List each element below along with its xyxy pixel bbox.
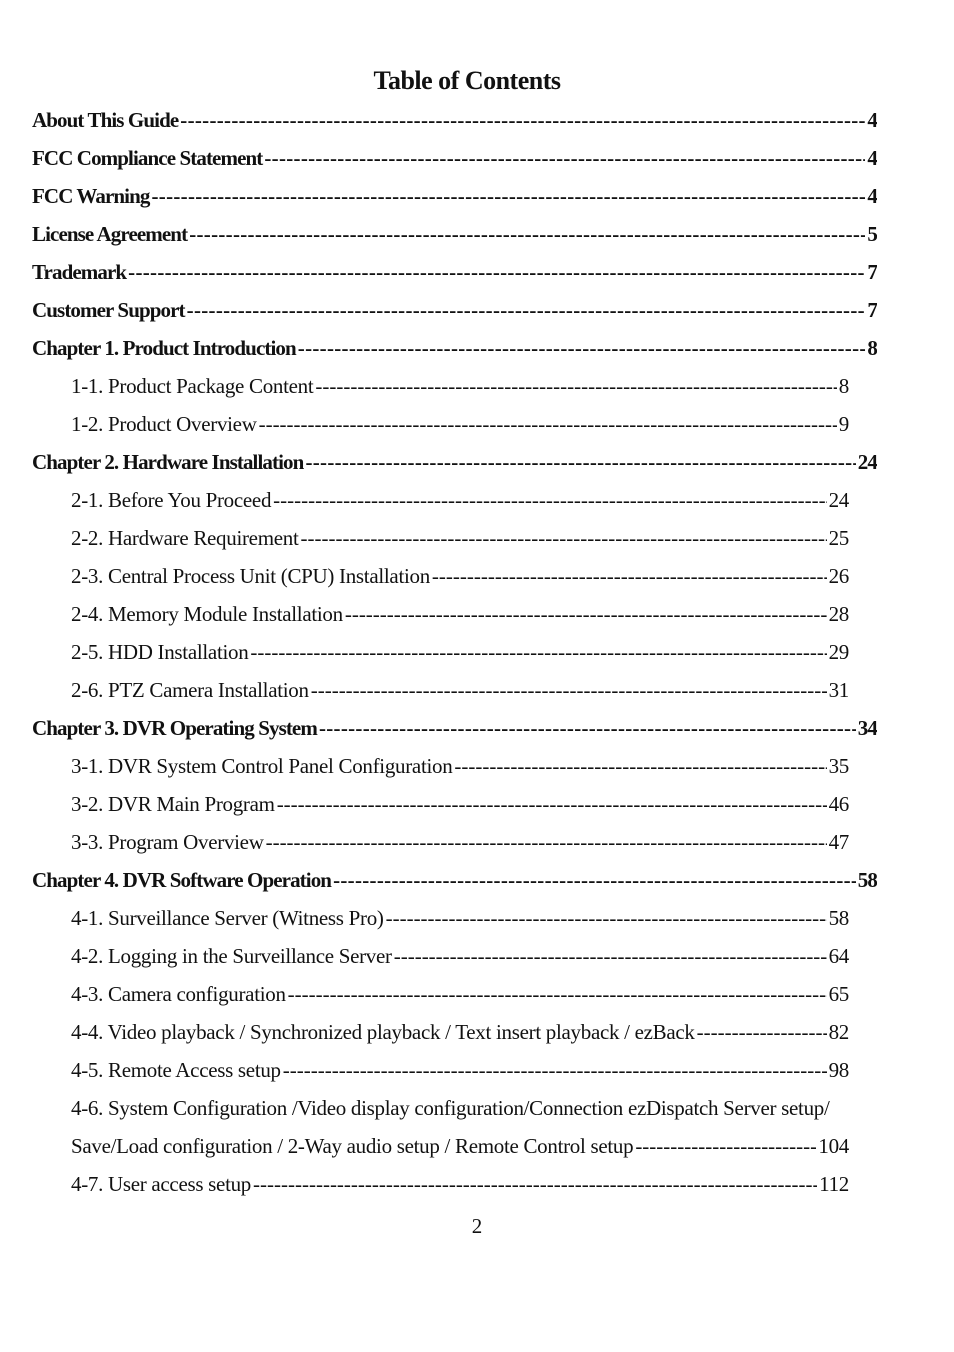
dot-leader	[315, 374, 836, 399]
toc-entry-trademark	[32, 260, 877, 290]
toc-entry-label: About This Guide	[32, 108, 179, 132]
dot-leader	[259, 412, 837, 437]
toc-entry-page: 82	[828, 1020, 849, 1044]
toc-entry-2-3	[71, 564, 849, 594]
toc-entry-page: 26	[828, 564, 849, 588]
toc-entry-3-2	[71, 792, 849, 822]
toc-entry-label: 2-1. Before You Proceed	[71, 488, 272, 512]
page-number: 2	[471, 1214, 483, 1238]
toc-entry-label: Chapter 1. Product Introduction	[32, 336, 296, 360]
toc-entry-2-2	[71, 526, 849, 556]
dot-leader	[187, 298, 866, 323]
dot-leader	[301, 526, 827, 551]
toc-entry-label: 2-6. PTZ Camera Installation	[71, 678, 309, 702]
toc-entry-page: 7	[867, 260, 877, 284]
dot-leader	[264, 146, 865, 171]
dot-leader	[151, 184, 865, 209]
toc-entry-page: 24	[857, 450, 877, 474]
toc-entry-label: 4-7. User access setup	[71, 1172, 252, 1196]
toc-entry-label: FCC Compliance Statement	[32, 146, 263, 170]
dot-leader	[283, 1058, 827, 1083]
dot-leader	[697, 1020, 827, 1045]
dot-leader	[311, 678, 827, 703]
toc-entry-page: 104	[818, 1134, 849, 1158]
toc-entry-label: 1-2. Product Overview	[71, 412, 257, 436]
dot-leader	[635, 1134, 816, 1159]
toc-entry-page: 28	[828, 602, 849, 626]
toc-entry-page: 31	[828, 678, 849, 702]
dot-leader	[180, 108, 865, 133]
toc-entry-label: 1-1. Product Package Content	[71, 374, 314, 398]
toc-entry-label: FCC Warning	[32, 184, 150, 208]
dot-leader	[288, 982, 827, 1007]
toc-entry-page: 25	[828, 526, 849, 550]
dot-leader	[394, 944, 827, 969]
toc-entry-1-1	[71, 374, 849, 404]
toc-entry-customer-support	[32, 298, 877, 328]
dot-leader	[250, 640, 826, 665]
dot-leader	[273, 488, 826, 513]
toc-entry-4-5	[71, 1058, 849, 1088]
toc-entry-chapter-4	[32, 868, 877, 898]
toc-entry-label: 2-5. HDD Installation	[71, 640, 249, 664]
toc-entry-page: 98	[828, 1058, 849, 1082]
toc-entry-4-1	[71, 906, 849, 936]
dot-leader	[189, 222, 865, 247]
toc-entry-label: 4-1. Surveillance Server (Witness Pro)	[71, 906, 384, 930]
toc-entry-label: Trademark	[32, 260, 127, 284]
toc-entry-label: 4-3. Camera configuration	[71, 982, 286, 1006]
toc-entry-license-agreement	[32, 222, 877, 252]
dot-leader	[253, 1172, 817, 1197]
dot-leader	[298, 336, 866, 361]
toc-entry-page: 35	[828, 754, 849, 778]
toc-entry-label: 3-1. DVR System Control Panel Configuration	[71, 754, 453, 778]
toc-entry-page: 47	[828, 830, 849, 854]
toc-entry-page: 24	[828, 488, 849, 512]
toc-entry-4-6-first-line: 4-6. System Configuration /Video display configuration/Connection ezDispatch Server setup/	[71, 1096, 830, 1120]
toc-entry-label: 4-4. Video playback / Synchronized playback / Text insert playback / ezBack	[71, 1020, 695, 1044]
toc-entry-page: 46	[828, 792, 849, 816]
toc-entry-label: 3-3. Program Overview	[71, 830, 264, 854]
toc-entry-label: Save/Load configuration / 2-Way audio setup / Remote Control setup	[71, 1134, 634, 1158]
toc-entry-page: 4	[867, 108, 877, 132]
toc-entry-page: 5	[867, 222, 877, 246]
toc-entry-page: 9	[838, 412, 849, 436]
dot-leader	[277, 792, 827, 817]
toc-entry-chapter-1	[32, 336, 877, 366]
toc-entry-4-3	[71, 982, 849, 1012]
toc-entry-label: 2-2. Hardware Requirement	[71, 526, 299, 550]
toc-entry-2-5	[71, 640, 849, 670]
toc-entry-4-4	[71, 1020, 849, 1050]
toc-entry-2-1	[71, 488, 849, 518]
toc-entry-2-6	[71, 678, 849, 708]
toc-entry-label: 4-2. Logging in the Surveillance Server	[71, 944, 392, 968]
toc-entry-page: 64	[828, 944, 849, 968]
toc-entry-page: 8	[867, 336, 877, 360]
toc-entry-label: Chapter 4. DVR Software Operation	[32, 868, 332, 892]
dot-leader	[333, 868, 856, 893]
toc-entry-label: Chapter 2. Hardware Installation	[32, 450, 304, 474]
toc-entry-label: 2-4. Memory Module Installation	[71, 602, 343, 626]
toc-entry-label: License Agreement	[32, 222, 188, 246]
dot-leader	[305, 450, 855, 475]
toc-entry-3-3	[71, 830, 849, 860]
toc-entry-page: 7	[867, 298, 877, 322]
toc-entry-page: 4	[867, 184, 877, 208]
toc-entry-4-6	[71, 1134, 849, 1164]
toc-entry-page: 4	[867, 146, 877, 170]
dot-leader	[386, 906, 827, 931]
toc-entry-label: Chapter 3. DVR Operating System	[32, 716, 317, 740]
page-title: Table of Contents	[373, 66, 561, 95]
toc-entry-label: 3-2. DVR Main Program	[71, 792, 275, 816]
toc-entry-chapter-2	[32, 450, 877, 480]
dot-leader	[454, 754, 826, 779]
dot-leader	[345, 602, 827, 627]
toc-entry-3-1	[71, 754, 849, 784]
toc-entry-label: 2-3. Central Process Unit (CPU) Installation	[71, 564, 430, 588]
toc-entry-label: 4-5. Remote Access setup	[71, 1058, 281, 1082]
toc-entry-page: 58	[857, 868, 877, 892]
toc-entry-page: 65	[828, 982, 849, 1006]
dot-leader	[319, 716, 856, 741]
toc-entry-about-this-guide	[32, 108, 877, 138]
toc-entry-page: 112	[819, 1172, 849, 1196]
dot-leader	[128, 260, 865, 285]
toc-entry-2-4	[71, 602, 849, 632]
toc-entry-chapter-3	[32, 716, 877, 746]
toc-entry-4-2	[71, 944, 849, 974]
toc-entry-page: 29	[828, 640, 849, 664]
dot-leader	[432, 564, 827, 589]
toc-entry-fcc-compliance	[32, 146, 877, 176]
toc-entry-fcc-warning	[32, 184, 877, 214]
toc-entry-page: 58	[828, 906, 849, 930]
toc-entry-label: Customer Support	[32, 298, 185, 322]
toc-entry-1-2	[71, 412, 849, 442]
toc-entry-page: 8	[838, 374, 849, 398]
toc-entry-4-7	[71, 1172, 849, 1202]
toc-entry-page: 34	[857, 716, 877, 740]
dot-leader	[266, 830, 827, 855]
